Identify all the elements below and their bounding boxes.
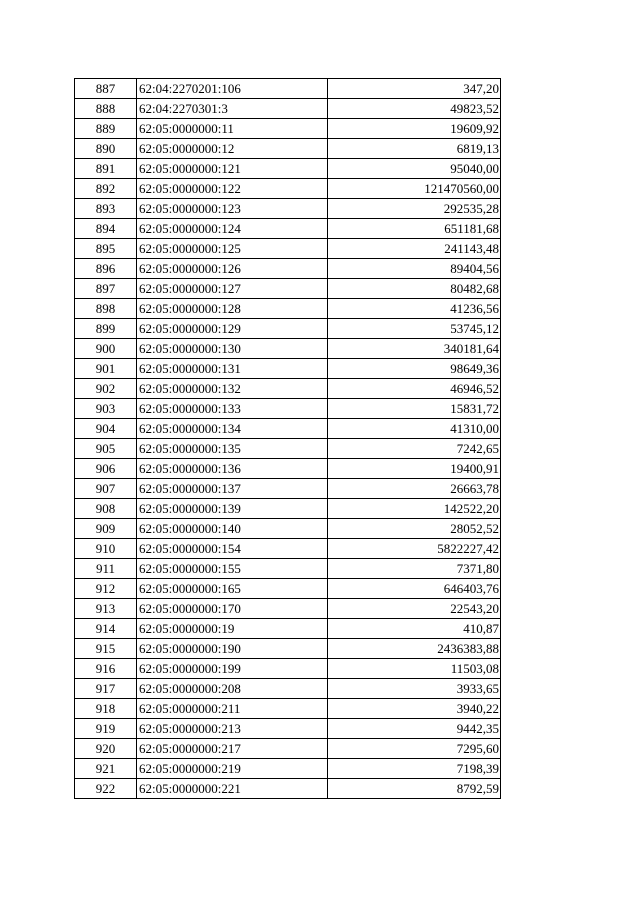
value-cell: 7371,80 xyxy=(328,559,501,579)
value-cell: 3933,65 xyxy=(328,679,501,699)
value-cell: 46946,52 xyxy=(328,379,501,399)
cadastral-number: 62:05:0000000:208 xyxy=(137,679,328,699)
row-number: 919 xyxy=(75,719,137,739)
row-number: 901 xyxy=(75,359,137,379)
cadastral-number: 62:05:0000000:132 xyxy=(137,379,328,399)
value-cell: 7198,39 xyxy=(328,759,501,779)
table-row xyxy=(75,739,501,759)
row-number: 903 xyxy=(75,399,137,419)
table-row xyxy=(75,539,501,559)
row-number: 897 xyxy=(75,279,137,299)
row-number: 913 xyxy=(75,599,137,619)
cadastral-number: 62:05:0000000:140 xyxy=(137,519,328,539)
row-number: 904 xyxy=(75,419,137,439)
row-number: 894 xyxy=(75,219,137,239)
row-number: 889 xyxy=(75,119,137,139)
cadastral-number: 62:05:0000000:12 xyxy=(137,139,328,159)
cadastral-number: 62:05:0000000:123 xyxy=(137,199,328,219)
cadastral-number: 62:05:0000000:130 xyxy=(137,339,328,359)
value-cell: 347,20 xyxy=(328,79,501,99)
row-number: 887 xyxy=(75,79,137,99)
row-number: 893 xyxy=(75,199,137,219)
value-cell: 28052,52 xyxy=(328,519,501,539)
table-row xyxy=(75,619,501,639)
table-row xyxy=(75,519,501,539)
table-row xyxy=(75,139,501,159)
value-cell: 22543,20 xyxy=(328,599,501,619)
cadastral-number: 62:05:0000000:121 xyxy=(137,159,328,179)
table-row xyxy=(75,119,501,139)
table-row xyxy=(75,779,501,799)
table-row xyxy=(75,419,501,439)
row-number: 899 xyxy=(75,319,137,339)
table-row xyxy=(75,79,501,99)
value-cell: 19609,92 xyxy=(328,119,501,139)
row-number: 906 xyxy=(75,459,137,479)
value-cell: 292535,28 xyxy=(328,199,501,219)
table-row xyxy=(75,179,501,199)
cadastral-number: 62:05:0000000:139 xyxy=(137,499,328,519)
row-number: 898 xyxy=(75,299,137,319)
table-row xyxy=(75,479,501,499)
row-number: 888 xyxy=(75,99,137,119)
table-row xyxy=(75,579,501,599)
table-row xyxy=(75,719,501,739)
cadastral-number: 62:05:0000000:129 xyxy=(137,319,328,339)
row-number: 914 xyxy=(75,619,137,639)
row-number: 892 xyxy=(75,179,137,199)
row-number: 907 xyxy=(75,479,137,499)
table-row xyxy=(75,319,501,339)
cadastral-number: 62:05:0000000:136 xyxy=(137,459,328,479)
cadastral-number: 62:05:0000000:154 xyxy=(137,539,328,559)
row-number: 918 xyxy=(75,699,137,719)
row-number: 911 xyxy=(75,559,137,579)
cadastral-number: 62:05:0000000:124 xyxy=(137,219,328,239)
value-cell: 41310,00 xyxy=(328,419,501,439)
row-number: 921 xyxy=(75,759,137,779)
table-row xyxy=(75,359,501,379)
cadastral-number: 62:05:0000000:19 xyxy=(137,619,328,639)
row-number: 891 xyxy=(75,159,137,179)
value-cell: 49823,52 xyxy=(328,99,501,119)
cadastral-number: 62:05:0000000:219 xyxy=(137,759,328,779)
cadastral-number: 62:05:0000000:127 xyxy=(137,279,328,299)
table-row xyxy=(75,199,501,219)
table-row xyxy=(75,599,501,619)
row-number: 910 xyxy=(75,539,137,559)
value-cell: 26663,78 xyxy=(328,479,501,499)
table-row xyxy=(75,659,501,679)
table-row xyxy=(75,339,501,359)
value-cell: 15831,72 xyxy=(328,399,501,419)
table-row xyxy=(75,679,501,699)
table-row xyxy=(75,699,501,719)
table-row xyxy=(75,299,501,319)
value-cell: 2436383,88 xyxy=(328,639,501,659)
cadastral-number: 62:05:0000000:125 xyxy=(137,239,328,259)
row-number: 916 xyxy=(75,659,137,679)
cadastral-number: 62:05:0000000:128 xyxy=(137,299,328,319)
row-number: 890 xyxy=(75,139,137,159)
cadastral-number: 62:04:2270201:106 xyxy=(137,79,328,99)
row-number: 905 xyxy=(75,439,137,459)
row-number: 912 xyxy=(75,579,137,599)
row-number: 895 xyxy=(75,239,137,259)
row-number: 896 xyxy=(75,259,137,279)
cadastral-number: 62:05:0000000:190 xyxy=(137,639,328,659)
value-cell: 89404,56 xyxy=(328,259,501,279)
cadastral-number: 62:05:0000000:211 xyxy=(137,699,328,719)
table-row xyxy=(75,219,501,239)
value-cell: 142522,20 xyxy=(328,499,501,519)
value-cell: 11503,08 xyxy=(328,659,501,679)
table-row xyxy=(75,639,501,659)
row-number: 908 xyxy=(75,499,137,519)
row-number: 920 xyxy=(75,739,137,759)
cadastral-number: 62:05:0000000:11 xyxy=(137,119,328,139)
cadastral-number: 62:05:0000000:165 xyxy=(137,579,328,599)
row-number: 902 xyxy=(75,379,137,399)
value-cell: 121470560,00 xyxy=(328,179,501,199)
value-cell: 19400,91 xyxy=(328,459,501,479)
table-row xyxy=(75,759,501,779)
table-row xyxy=(75,159,501,179)
cadastral-number: 62:05:0000000:170 xyxy=(137,599,328,619)
value-cell: 6819,13 xyxy=(328,139,501,159)
cadastral-number: 62:05:0000000:221 xyxy=(137,779,328,799)
value-cell: 410,87 xyxy=(328,619,501,639)
value-cell: 95040,00 xyxy=(328,159,501,179)
table-body xyxy=(75,79,501,799)
row-number: 917 xyxy=(75,679,137,699)
cadastral-number: 62:05:0000000:126 xyxy=(137,259,328,279)
row-number: 915 xyxy=(75,639,137,659)
value-cell: 5822227,42 xyxy=(328,539,501,559)
cadastral-number: 62:05:0000000:135 xyxy=(137,439,328,459)
value-cell: 80482,68 xyxy=(328,279,501,299)
cadastral-number: 62:05:0000000:122 xyxy=(137,179,328,199)
table-row xyxy=(75,559,501,579)
value-cell: 340181,64 xyxy=(328,339,501,359)
table-row xyxy=(75,499,501,519)
value-cell: 98649,36 xyxy=(328,359,501,379)
cadastral-number: 62:05:0000000:133 xyxy=(137,399,328,419)
table-row xyxy=(75,459,501,479)
value-cell: 646403,76 xyxy=(328,579,501,599)
table-row xyxy=(75,439,501,459)
value-cell: 41236,56 xyxy=(328,299,501,319)
table-row xyxy=(75,379,501,399)
value-cell: 7295,60 xyxy=(328,739,501,759)
cadastral-number: 62:05:0000000:131 xyxy=(137,359,328,379)
table-row xyxy=(75,279,501,299)
value-cell: 53745,12 xyxy=(328,319,501,339)
row-number: 909 xyxy=(75,519,137,539)
value-cell: 9442,35 xyxy=(328,719,501,739)
row-number: 922 xyxy=(75,779,137,799)
cadastral-number: 62:05:0000000:213 xyxy=(137,719,328,739)
value-cell: 8792,59 xyxy=(328,779,501,799)
table-row xyxy=(75,239,501,259)
cadastral-number: 62:05:0000000:199 xyxy=(137,659,328,679)
data-table xyxy=(74,78,501,799)
value-cell: 7242,65 xyxy=(328,439,501,459)
cadastral-number: 62:05:0000000:155 xyxy=(137,559,328,579)
row-number: 900 xyxy=(75,339,137,359)
cadastral-number: 62:05:0000000:137 xyxy=(137,479,328,499)
value-cell: 3940,22 xyxy=(328,699,501,719)
table-row xyxy=(75,399,501,419)
table-row xyxy=(75,99,501,119)
cadastral-number: 62:05:0000000:134 xyxy=(137,419,328,439)
value-cell: 651181,68 xyxy=(328,219,501,239)
value-cell: 241143,48 xyxy=(328,239,501,259)
cadastral-number: 62:05:0000000:217 xyxy=(137,739,328,759)
table-row xyxy=(75,259,501,279)
cadastral-number: 62:04:2270301:3 xyxy=(137,99,328,119)
